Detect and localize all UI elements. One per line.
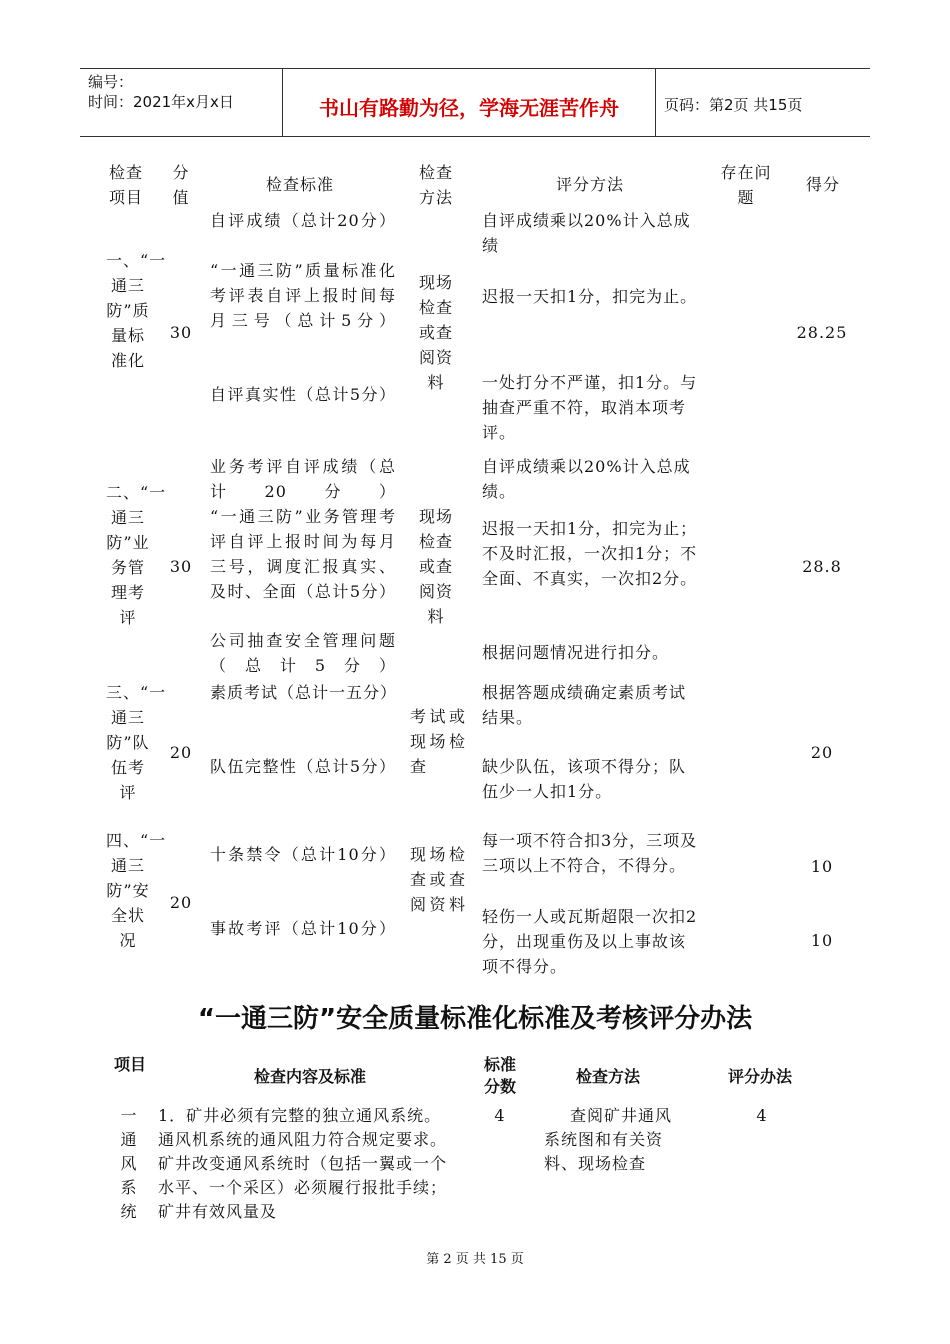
col-header-method: 检查方法 [418,163,453,207]
page-footer: 第 2 页 共 15 页 [426,1252,524,1267]
standard-item: 自评成绩（总计20分） [210,211,396,230]
col-header-scoring: 评分办法 [727,1067,792,1086]
section-result: 10 [810,931,834,950]
scoring-rule: 根据问题情况进行扣分。 [482,643,670,662]
document-title: “一通三防”安全质量标准化标准及考核评分办法 [197,1004,753,1034]
standard-item: 业务考评自评成绩（总计20分） [210,457,396,501]
header-page-info: 页码：第2页 共15页 [664,96,803,114]
header-divider-right [655,68,656,136]
col-header-std-score: 标准分数 [483,1055,516,1096]
col-header-item: 项目 [113,1055,146,1074]
section-item: 二、“一通三防”业务管理考评 [106,483,167,627]
scoring-rule: 迟报一天扣1分，扣完为止；不及时汇报，一次扣1分；不全面、不真实，一次扣2分。 [482,519,698,588]
row-scoring: 4 [756,1106,768,1125]
col-header-result: 得分 [805,175,840,194]
standard-item: 队伍完整性（总计5分） [210,757,396,776]
document-date: 时间：2021年x月x日 [88,93,234,111]
scoring-rule: 每一项不符合扣3分，三项及三项以上不符合，不得分。 [482,831,698,875]
header-bottom-rule [80,136,870,137]
scoring-rule: 迟报一天扣1分，扣完为止。 [482,287,698,306]
header-motto: 书山有路勤为径，学海无涯苦作舟 [319,96,619,120]
col-header-problems: 存在问题 [720,163,772,207]
row-content: 1．矿井必须有完整的独立通风系统。通风机系统的通风阻力符合规定要求。矿井改变通风系统时（包括一翼或一个水平、一个采区）必须履行报批手续；矿井有效风量及 [158,1106,448,1221]
check-method: 现场检查或查阅资料 [418,507,453,626]
row-item: 一通风系统 [120,1106,138,1221]
standard-item: “一通三防”质量标准化考评表自评上报时间每月三号（总计5分） [210,261,396,330]
check-method: 现场检查或查阅资料 [418,273,453,392]
standard-item: 自评真实性（总计5分） [210,385,396,404]
section-score: 20 [169,743,193,762]
standard-item: 素质考试（总计一五分） [210,683,398,702]
standard-item: 十条禁令（总计10分） [210,845,396,864]
scoring-rule: 自评成绩乘以20%计入总成绩。 [482,457,691,501]
section-result: 10 [810,857,834,876]
header-top-rule [80,68,870,69]
scoring-rule: 缺少队伍，该项不得分；队伍少一人扣1分。 [482,757,687,801]
section-score: 20 [169,893,193,912]
document-number-label: 编号： [88,73,134,91]
col-header-standard: 检查标准 [265,175,334,194]
standard-item: “一通三防”业务管理考评自评上报时间为每月三号，调度汇报真实、及时、全面（总计5分） [210,507,396,601]
scoring-rule: 轻伤一人或瓦斯超限一次扣2分，出现重伤及以上事故该项不得分。 [482,907,698,976]
col-header-content: 检查内容及标准 [253,1067,366,1086]
standard-item: 事故考评（总计10分） [210,919,396,938]
section-item: 四、“一通三防”安全状况 [106,831,167,950]
standard-item: 公司抽查安全管理问题（总计5分） [210,631,396,675]
col-header-score: 分值 [172,163,190,207]
check-method: 现场检查或查阅资料 [410,845,466,914]
row-std-score: 4 [494,1106,506,1125]
section-result: 28.8 [802,557,842,576]
section-score: 30 [169,323,193,342]
col-header-item: 检查项目 [108,163,143,207]
scoring-rule: 根据答题成绩确定素质考试结果。 [482,683,687,727]
section-item: 三、“一通三防”队伍考评 [106,683,167,802]
check-method: 考试或现场检查 [410,707,466,776]
scoring-rule: 一处打分不严谨，扣1分。与抽查严重不符，取消本项考评。 [482,373,698,442]
section-result: 28.25 [796,323,848,342]
scoring-rule: 自评成绩乘以20%计入总成绩 [482,211,691,255]
section-item: 一、“一通三防”质量标准化 [106,251,167,370]
section-result: 20 [810,743,834,762]
col-header-scoring: 评分方法 [555,175,624,194]
section-score: 30 [169,557,193,576]
row-method: 查阅矿井通风系统图和有关资料、现场检查 [544,1106,673,1173]
col-header-method: 检查方法 [575,1067,640,1086]
